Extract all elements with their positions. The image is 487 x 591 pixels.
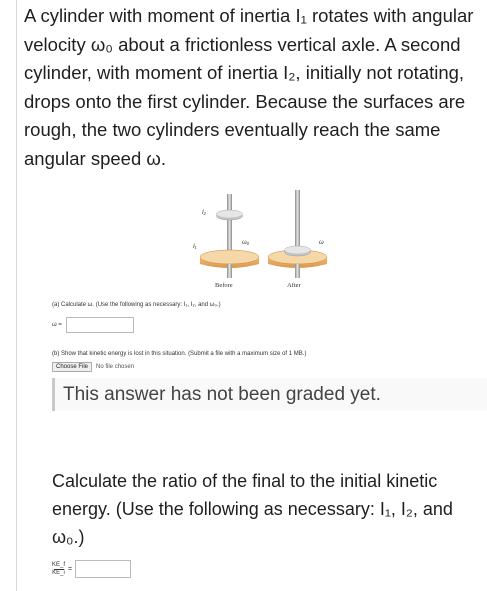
choose-file-button[interactable]: Choose File xyxy=(52,362,92,372)
ke-initial-label: KE_i xyxy=(52,569,65,576)
grading-notice: This answer has not been graded yet. xyxy=(52,378,487,411)
problem-statement: A cylinder with moment of inertia I₁ rotates with angular velocity ω₀ about a frictionless vertical axle. A second cylinder, with moment of inertia I₂, initially not rotating, drops onto the first cylinder. Because the surfaces are rough, the two cylinders eventually reach the same angular speed ω. xyxy=(24,5,474,169)
cylinders-figure xyxy=(160,190,340,292)
content-left-border xyxy=(16,0,17,591)
ke-ratio-fraction xyxy=(52,562,65,577)
file-upload-row xyxy=(52,362,134,372)
ke-ratio-input[interactable] xyxy=(75,560,131,578)
equals-sign: = xyxy=(68,565,73,573)
ke-final-label: KE_f xyxy=(52,561,66,568)
omega-answer-input[interactable] xyxy=(66,317,134,333)
omega-answer-label: ω = xyxy=(52,322,62,328)
caption-before: Before xyxy=(215,282,233,289)
caption-after: After xyxy=(287,282,301,289)
ratio-answer-row xyxy=(52,560,131,578)
label-omega0: ω₀ xyxy=(242,240,250,246)
part-b-prompt: (b) Show that kinetic energy is lost in this situation. (Submit a file with a maximum size of 1 MB.) xyxy=(52,351,307,357)
label-i2: I₂ xyxy=(202,210,206,216)
part-c-prompt: Calculate the ratio of the final to the initial kinetic energy. (Use the following as necessary: I₁, I₂, and ω₀.) xyxy=(52,471,453,547)
no-file-text: No file chosen xyxy=(96,364,135,370)
part-a-prompt: (a) Calculate ω. (Use the following as necessary: I₁, I₂, and ω₀.) xyxy=(52,302,221,308)
label-i1: I₁ xyxy=(193,244,197,250)
part-a-answer-row xyxy=(52,317,134,333)
cylinders-diagram xyxy=(160,190,340,292)
label-omega: ω xyxy=(319,240,324,246)
